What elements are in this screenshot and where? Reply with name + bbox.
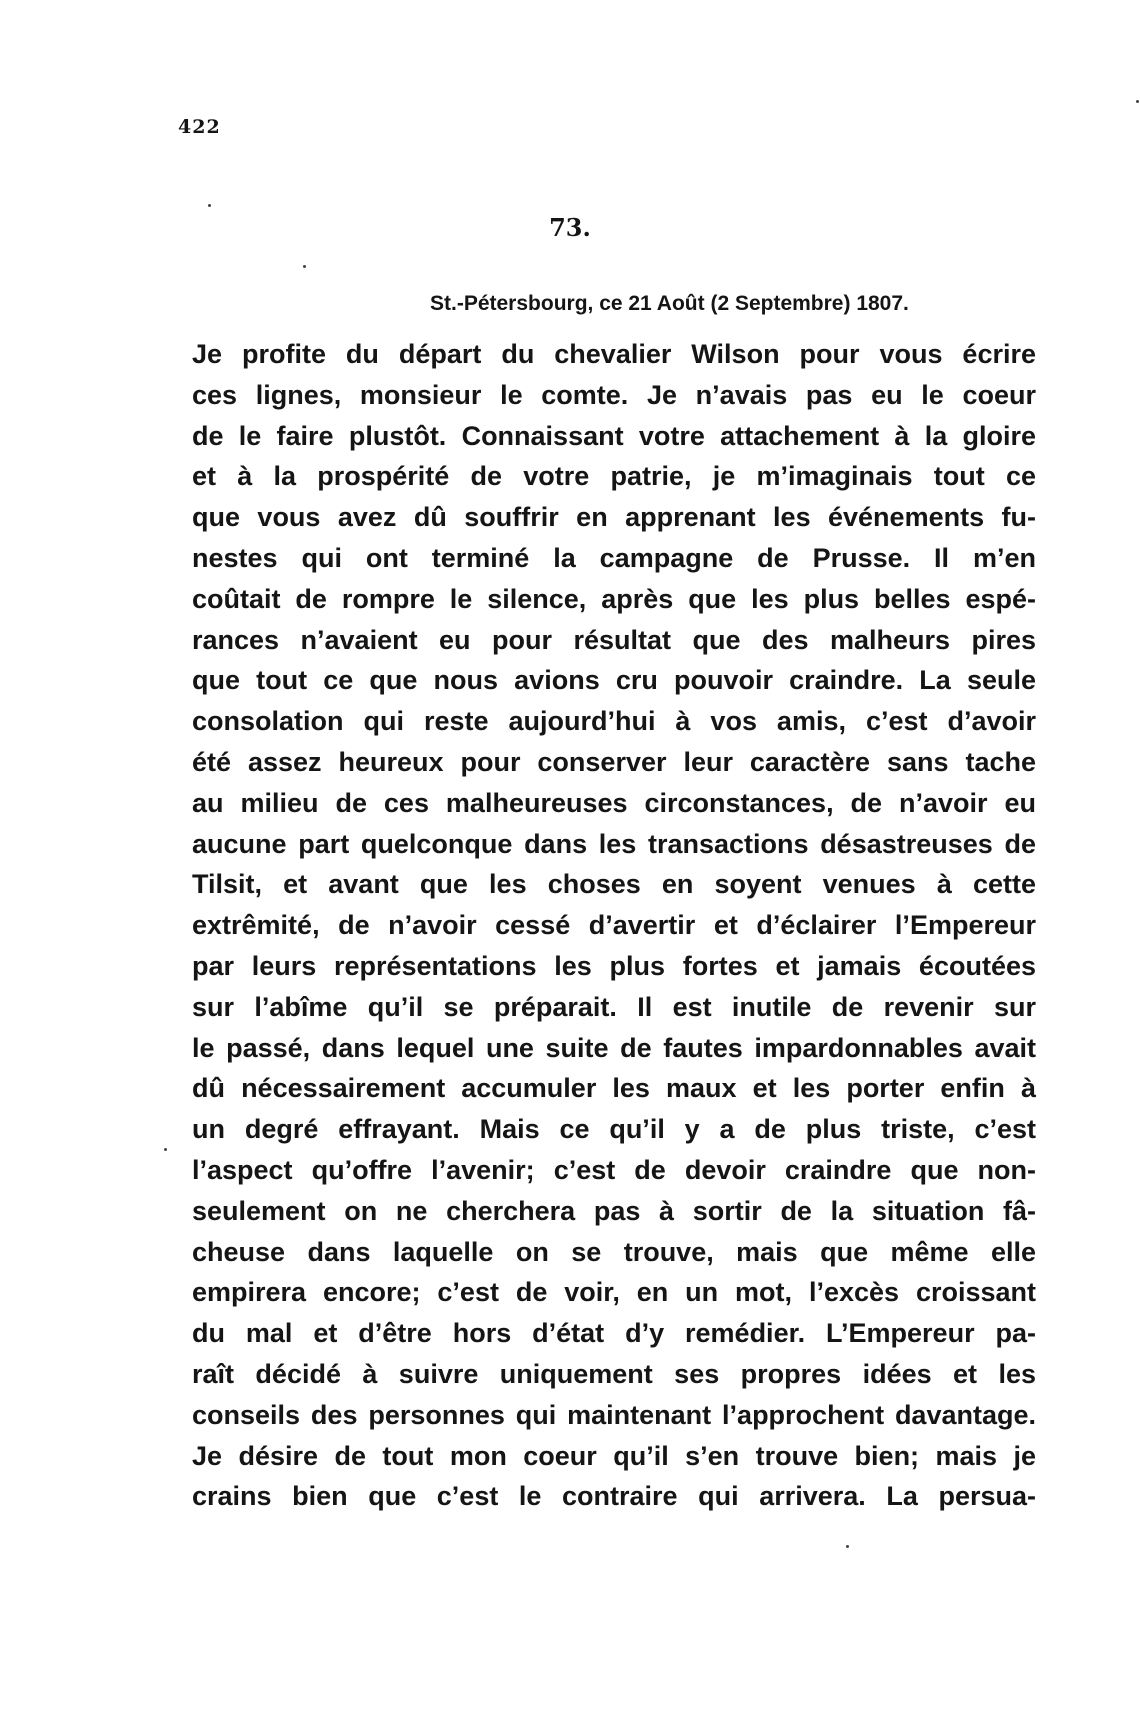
body-line: nestes qui ont terminé la campagne de Prusse. Il m’en xyxy=(192,542,1036,573)
body-line: un degré effrayant. Mais ce qu’il y a de plus triste, c’est xyxy=(192,1114,1036,1145)
body-line: et à la prospérité de votre patrie, je m’imaginais tout ce xyxy=(192,461,1036,492)
body-line: que vous avez dû souffrir en apprenant les événements fu- xyxy=(192,502,1036,533)
body-line: coûtait de rompre le silence, après que les plus belles espé- xyxy=(192,583,1036,614)
body-line: conseils des personnes qui maintenant l’approchent davantage. xyxy=(192,1399,1036,1430)
body-line: ces lignes, monsieur le comte. Je n’avais pas eu le coeur xyxy=(192,379,1036,410)
body-line: cheuse dans laquelle on se trouve, mais que même elle xyxy=(192,1236,1036,1267)
letter-number: 73. xyxy=(549,213,591,242)
body-line: été assez heureux pour conserver leur caractère sans tache xyxy=(192,746,1036,777)
body-line: Je profite du départ du chevalier Wilson pour vous écrire xyxy=(192,339,1036,369)
letter-dateline: St.-Pétersbourg, ce 21 Août (2 Septembre) 1807. xyxy=(430,292,909,315)
body-line: empirera encore; c’est de voir, en un mot, l’excès croissant xyxy=(192,1277,1036,1308)
body-line: le passé, dans lequel une suite de fautes impardonnables avait xyxy=(192,1032,1036,1063)
page-number: 422 xyxy=(178,116,221,138)
body-line: seulement on ne cherchera pas à sortir de la situation fâ- xyxy=(192,1195,1036,1226)
body-line: extrêmité, de n’avoir cessé d’avertir et d’éclairer l’Empereur xyxy=(192,910,1036,941)
body-line: de le faire plustôt. Connaissant votre attachement à la gloire xyxy=(192,420,1036,451)
body-line: crains bien que c’est le contraire qui arrivera. La persua- xyxy=(192,1481,1036,1512)
scan-speck xyxy=(208,204,211,207)
body-line: au milieu de ces malheureuses circonstances, de n’avoir eu xyxy=(192,787,1036,818)
scan-speck xyxy=(303,265,306,268)
body-line: rances n’avaient eu pour résultat que des malheurs pires xyxy=(192,624,1036,655)
body-line: Tilsit, et avant que les choses en soyent venues à cette xyxy=(192,869,1036,900)
body-line: consolation qui reste aujourd’hui à vos amis, c’est d’avoir xyxy=(192,706,1036,737)
letter-body xyxy=(192,334,1036,1517)
scan-speck xyxy=(164,1148,167,1151)
scan-speck xyxy=(846,1545,849,1548)
body-line: sur l’abîme qu’il se préparait. Il est inutile de revenir sur xyxy=(192,991,1036,1022)
body-line: que tout ce que nous avions cru pouvoir craindre. La seule xyxy=(192,665,1036,696)
body-line: Je désire de tout mon coeur qu’il s’en trouve bien; mais je xyxy=(192,1440,1036,1471)
body-line: aucune part quelconque dans les transactions désastreuses de xyxy=(192,828,1036,859)
body-line: par leurs représentations les plus fortes et jamais écoutées xyxy=(192,950,1036,981)
body-line: dû nécessairement accumuler les maux et les porter enfin à xyxy=(192,1073,1036,1104)
body-line: raît décidé à suivre uniquement ses propres idées et les xyxy=(192,1358,1036,1389)
scan-speck xyxy=(1136,100,1139,103)
body-line: l’aspect qu’offre l’avenir; c’est de devoir craindre que non- xyxy=(192,1154,1036,1185)
body-line: du mal et d’être hors d’état d’y remédier. L’Empereur pa- xyxy=(192,1318,1036,1349)
